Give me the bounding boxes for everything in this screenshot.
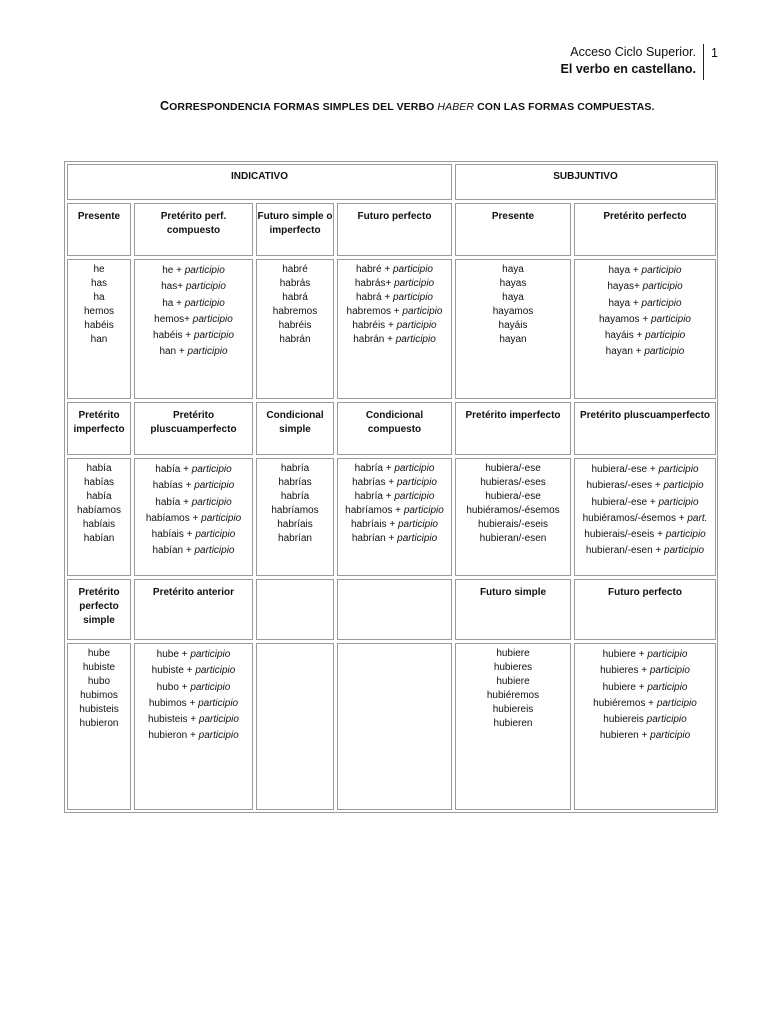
verb-form [575, 478, 715, 494]
verb-form [135, 328, 252, 344]
verb-form [257, 291, 333, 305]
verb-form [257, 490, 333, 504]
row3-header-0: Pretérito perfecto simple [67, 579, 131, 640]
verb-form-base: habrá [282, 292, 308, 303]
verb-form-base: habríamos + [345, 505, 404, 516]
participle-label: participio [190, 649, 231, 660]
verb-form [338, 277, 451, 291]
participle-label: participio [198, 697, 239, 709]
verb-form-base: habré [282, 264, 308, 275]
verb-form-base: hubiste + [151, 665, 196, 677]
participle-label: participio [195, 665, 236, 677]
row1-header-1: Pretérito perf. compuesto [134, 203, 253, 256]
verb-form [338, 490, 451, 504]
verb-form [456, 476, 570, 490]
verb-form-base: había [86, 463, 112, 474]
verb-form [456, 333, 570, 347]
page-number: 1 [711, 46, 718, 60]
participle-label: participio [665, 529, 706, 541]
verb-form-base: haya [502, 264, 524, 275]
row3-header-3 [337, 579, 452, 640]
verb-form-base: habían + [152, 545, 195, 557]
verb-form [456, 647, 570, 661]
verb-form-base: hubiéremos + [593, 697, 657, 709]
verb-form-base: habrás [279, 278, 311, 289]
verb-form [338, 305, 451, 319]
row3-forms-4 [455, 643, 571, 810]
verb-form [135, 478, 252, 494]
verb-form [575, 296, 715, 312]
verb-form-base: hayas [499, 278, 527, 289]
verb-form-base: habíais + [151, 529, 196, 541]
participle-label: participio [191, 496, 232, 508]
verb-form [68, 703, 130, 717]
verb-form-base: hayáis + [604, 330, 646, 342]
verb-form-base: hubieras/-eses [480, 477, 546, 488]
verb-form [68, 661, 130, 675]
participle-label: participio [185, 281, 226, 293]
verb-form [338, 319, 451, 333]
verb-form [456, 462, 570, 476]
verb-form [338, 532, 451, 546]
participle-label: participio [647, 649, 688, 660]
verb-form [456, 518, 570, 532]
verb-form [135, 647, 252, 663]
row1-header-4: Presente [455, 203, 571, 256]
verb-form [68, 305, 130, 319]
verb-form [575, 712, 715, 728]
verb-form-base: hubieren + [599, 730, 651, 742]
row3-forms-1 [134, 643, 253, 810]
verb-form-base: hubiéramos/-ésemos + [582, 512, 688, 524]
verb-form-base: había + [155, 464, 192, 475]
participle-label: participio [641, 265, 682, 276]
verb-form-base: habríamos [271, 505, 319, 516]
verb-form [68, 689, 130, 703]
participle-label: participio [658, 496, 699, 508]
row2-header-4: Pretérito imperfecto [455, 402, 571, 455]
verb-form-base: hemos+ [154, 313, 193, 325]
verb-form [68, 717, 130, 731]
verb-form-base: hayan + [605, 346, 645, 358]
verb-form [257, 277, 333, 291]
verb-form [135, 344, 252, 360]
participle-label: participio [195, 529, 236, 541]
verb-form [257, 319, 333, 333]
participle-label: participio [190, 681, 231, 693]
row1-forms-1 [134, 259, 253, 399]
verb-form-base: hubiereis [603, 714, 647, 726]
verb-form [68, 476, 130, 490]
title-verb: HABER [437, 101, 475, 113]
participle-label: participio [392, 264, 433, 275]
verb-form-base: has+ [161, 281, 186, 293]
verb-form [456, 504, 570, 518]
verb-form-base: hubieres [493, 662, 533, 673]
verb-form-base: habríais [277, 519, 313, 530]
verb-form [338, 462, 451, 476]
row2-header-0: Pretérito imperfecto [67, 402, 131, 455]
verb-form-base: haya [502, 292, 524, 303]
verb-form-base: he [93, 264, 105, 275]
row1-header-0: Presente [67, 203, 131, 256]
verb-form-base: haya + [608, 265, 642, 276]
verb-form [68, 333, 130, 347]
verb-form-base: hubiere + [602, 681, 648, 693]
verb-form [456, 263, 570, 277]
verb-form [575, 728, 715, 744]
row3-forms-3 [337, 643, 452, 810]
header-course: Acceso Ciclo Superior. [570, 45, 696, 59]
participle-label: participio [397, 533, 438, 544]
participle-label: participio [198, 730, 239, 742]
verb-form-base: hubiste [82, 662, 116, 673]
participle-label: participio [642, 281, 683, 293]
verb-form [257, 518, 333, 532]
verb-form-base: hubieran/-esen + [585, 545, 665, 557]
verb-form-base: habría + [354, 463, 395, 474]
verb-form-base: hubiera/-ese [485, 491, 541, 502]
group-indicativo: INDICATIVO [67, 164, 452, 200]
verb-form [68, 518, 130, 532]
verb-form-base: habrán [279, 334, 311, 345]
verb-form-base: han + [159, 346, 188, 358]
verb-form-base: hubisteis + [148, 714, 199, 726]
group-subjuntivo: SUBJUNTIVO [455, 164, 716, 200]
participle-label: participio [191, 464, 232, 475]
verb-form [575, 495, 715, 511]
participle-label: participio [649, 665, 690, 677]
verb-form [338, 333, 451, 347]
verb-form-base: habrías [278, 477, 312, 488]
verb-form-base: había + [155, 496, 192, 508]
verb-form [338, 291, 451, 305]
row3-forms-5 [574, 643, 716, 810]
verb-form-base: hayamos + [598, 313, 651, 325]
verb-form [456, 675, 570, 689]
participle-label: participio [394, 278, 435, 289]
verb-form-base: habían [83, 533, 115, 544]
verb-form-base: habría [280, 463, 310, 474]
verb-form [456, 305, 570, 319]
verb-form [338, 504, 451, 518]
verb-form [135, 462, 252, 478]
participle-label: participio [198, 714, 239, 726]
row3-forms-0 [67, 643, 131, 810]
verb-form [575, 279, 715, 295]
participle-label: participio [641, 297, 682, 309]
row3-header-4: Futuro simple [455, 579, 571, 640]
page-title [160, 99, 655, 113]
row2-header-3: Condicional compuesto [337, 402, 452, 455]
row1-forms-5 [574, 259, 716, 399]
verb-form-base: hubiere [496, 676, 530, 687]
verb-form-base: habíamos [77, 505, 121, 516]
verb-form-base: hube [87, 648, 111, 659]
verb-form-base: habrás+ [354, 278, 395, 289]
verb-form-base: habrán + [353, 334, 396, 345]
verb-form-base: habremos + [346, 306, 403, 317]
participle-label: participio [403, 505, 444, 516]
participle-label: participio [650, 730, 691, 742]
participle-label: participio [395, 334, 436, 345]
verb-form-base: hubo + [156, 681, 191, 693]
participle-label: participio [184, 297, 225, 309]
participle-label: part. [687, 512, 708, 524]
row1-header-5: Pretérito perfecto [574, 203, 716, 256]
verb-form [338, 476, 451, 490]
verb-form-base: hubiera/-ese [485, 463, 541, 474]
verb-form-base: hubieron + [148, 730, 199, 742]
row1-header-3: Futuro perfecto [337, 203, 452, 256]
participle-label: participio [192, 313, 233, 325]
participle-label: participio [650, 313, 691, 325]
header-topic: El verbo en castellano. [560, 62, 696, 76]
verb-form-base: hubierais/-eseis [477, 519, 549, 530]
row1-forms-0 [67, 259, 131, 399]
verb-form-base: habéis + [153, 330, 194, 342]
verb-form [575, 680, 715, 696]
verb-form [575, 328, 715, 344]
verb-form [257, 504, 333, 518]
verb-form [456, 661, 570, 675]
participle-label: participio [194, 545, 235, 557]
verb-form-base: habría [280, 491, 310, 502]
verb-form-base: hubierais/-eseis + [584, 529, 666, 541]
row2-forms-3 [337, 458, 452, 576]
participle-label: participio [644, 346, 685, 358]
verb-form [456, 717, 570, 731]
verb-form-base: hubiere [496, 648, 530, 659]
title-text-end: CON LAS FORMAS COMPUESTAS. [474, 101, 655, 113]
verb-form-base: había [86, 491, 112, 502]
verb-form [135, 663, 252, 679]
row2-header-5: Pretérito pluscuamperfecto [574, 402, 716, 455]
verb-form-base: hubiera/-ese + [591, 464, 659, 475]
verb-form-base: habríais + [350, 519, 398, 530]
verb-form-base: hubimos [80, 690, 118, 701]
row2-forms-2 [256, 458, 334, 576]
participle-label: participio [397, 519, 438, 530]
verb-form-base: hubieron [79, 718, 119, 729]
verb-form [338, 263, 451, 277]
participle-label: participio [645, 330, 686, 342]
verb-form [338, 518, 451, 532]
verb-form-base: habría + [354, 491, 395, 502]
participle-label: participio [392, 292, 433, 303]
verb-form [135, 712, 252, 728]
title-initial: C [160, 99, 170, 113]
verb-form-base: habrían [278, 533, 312, 544]
verb-form [68, 675, 130, 689]
verb-form-base: hemos [83, 306, 114, 317]
participle-label: participio [394, 463, 435, 474]
verb-form [68, 504, 130, 518]
verb-form-base: hubiera/-ese + [591, 496, 659, 508]
verb-form [68, 291, 130, 305]
participle-label: participio [187, 346, 228, 358]
participle-label: participio [396, 477, 437, 488]
verb-form [135, 728, 252, 744]
verb-form [575, 543, 715, 559]
participle-label: participio [184, 265, 225, 276]
verb-form-base: hayáis [498, 320, 528, 331]
verb-form [68, 319, 130, 333]
verb-form-base: hubiéramos/-ésemos [466, 505, 560, 516]
verb-form-base: hayas+ [607, 281, 643, 293]
row3-header-2 [256, 579, 334, 640]
verb-form [456, 689, 570, 703]
verb-form [575, 527, 715, 543]
verb-form [135, 312, 252, 328]
verb-form [575, 511, 715, 527]
verb-form-base: habíais [82, 519, 116, 530]
verb-form [456, 291, 570, 305]
verb-form [135, 527, 252, 543]
verb-form-base: habrá + [355, 292, 393, 303]
verb-form-base: habéis [84, 320, 114, 331]
verb-form-base: he + [162, 265, 185, 276]
verb-form [456, 532, 570, 546]
verb-form-base: hube + [156, 649, 191, 660]
row2-forms-5 [574, 458, 716, 576]
verb-form-base: habías [83, 477, 115, 488]
participle-label: participio [201, 512, 242, 524]
verb-form [456, 277, 570, 291]
row3-forms-2 [256, 643, 334, 810]
verb-form [68, 277, 130, 291]
title-text: ORRESPONDENCIA FORMAS SIMPLES DEL VERBO [169, 101, 438, 113]
verb-form-base: haya + [608, 297, 642, 309]
verb-form [257, 462, 333, 476]
verb-form [135, 696, 252, 712]
verb-form-base: hubieras/-eses + [586, 480, 664, 492]
verb-form-base: habré + [355, 264, 393, 275]
verb-form [257, 305, 333, 319]
verb-form [135, 279, 252, 295]
verb-form-base: ha + [162, 297, 185, 309]
verb-form [68, 532, 130, 546]
verb-form [68, 263, 130, 277]
participle-label: participio [658, 464, 699, 475]
verb-form [456, 319, 570, 333]
verb-form-base: hayamos [492, 306, 534, 317]
row2-forms-4 [455, 458, 571, 576]
verb-form-base: hubieran/-esen [479, 533, 547, 544]
row2-header-1: Pretérito pluscuamperfecto [134, 402, 253, 455]
verb-form [575, 344, 715, 360]
verb-form [68, 490, 130, 504]
verb-form-base: hubieren [493, 718, 533, 729]
verb-form [456, 490, 570, 504]
verb-form-base: hubiereis [492, 704, 534, 715]
verb-form [257, 476, 333, 490]
verb-form-base: hubiéremos [486, 690, 540, 701]
participle-label: participio [396, 320, 437, 331]
row1-header-2: Futuro simple o imperfecto [256, 203, 334, 256]
verb-form-base: hubisteis [79, 704, 119, 715]
participle-label: participio [656, 697, 697, 709]
participle-label: participio [647, 681, 688, 693]
row1-forms-2 [256, 259, 334, 399]
verb-form [135, 263, 252, 279]
verb-form [135, 680, 252, 696]
participle-label: participio [663, 480, 704, 492]
verb-form-base: ha [93, 292, 105, 303]
header-text [561, 44, 696, 78]
row3-header-5: Futuro perfecto [574, 579, 716, 640]
verb-form-base: habréis + [352, 320, 397, 331]
verb-form [575, 312, 715, 328]
verb-form-base: hubo [87, 676, 111, 687]
verb-form-base: habremos [272, 306, 318, 317]
verb-form [135, 296, 252, 312]
verb-form-base: han [90, 334, 108, 345]
verb-form [68, 647, 130, 661]
verb-form-base: hayan [499, 334, 527, 345]
verb-form [68, 462, 130, 476]
row2-forms-1 [134, 458, 253, 576]
participle-label: participio [402, 306, 443, 317]
verb-form [135, 511, 252, 527]
participle-label: participio [664, 545, 705, 557]
participle-label: participio [193, 330, 234, 342]
verb-form-base: habréis [278, 320, 312, 331]
verb-form [575, 663, 715, 679]
verb-form-base: has [90, 278, 108, 289]
verb-form [135, 495, 252, 511]
verb-form-base: hubiere + [602, 649, 648, 660]
row2-header-2: Condicional simple [256, 402, 334, 455]
participle-label: participio [646, 714, 687, 726]
verb-form-base: hubieres + [600, 665, 650, 677]
row2-forms-0 [67, 458, 131, 576]
row1-forms-3 [337, 259, 452, 399]
verb-form [257, 263, 333, 277]
verb-form [257, 333, 333, 347]
verb-form [575, 647, 715, 663]
verb-form [456, 703, 570, 717]
participle-label: participio [194, 480, 235, 492]
page-header [0, 44, 768, 84]
verb-form-base: habrían + [351, 533, 398, 544]
verb-form [257, 532, 333, 546]
participle-label: participio [394, 491, 435, 502]
header-divider [703, 44, 704, 80]
verb-form-base: hubimos + [148, 697, 199, 709]
verb-form [575, 462, 715, 478]
verb-form [135, 543, 252, 559]
verb-form [575, 696, 715, 712]
verb-form-base: habrías + [352, 477, 397, 488]
verb-form [575, 263, 715, 279]
verb-form-base: habíamos + [145, 512, 202, 524]
row3-header-1: Pretérito anterior [134, 579, 253, 640]
verb-form-base: habías + [152, 480, 195, 492]
row1-forms-4 [455, 259, 571, 399]
